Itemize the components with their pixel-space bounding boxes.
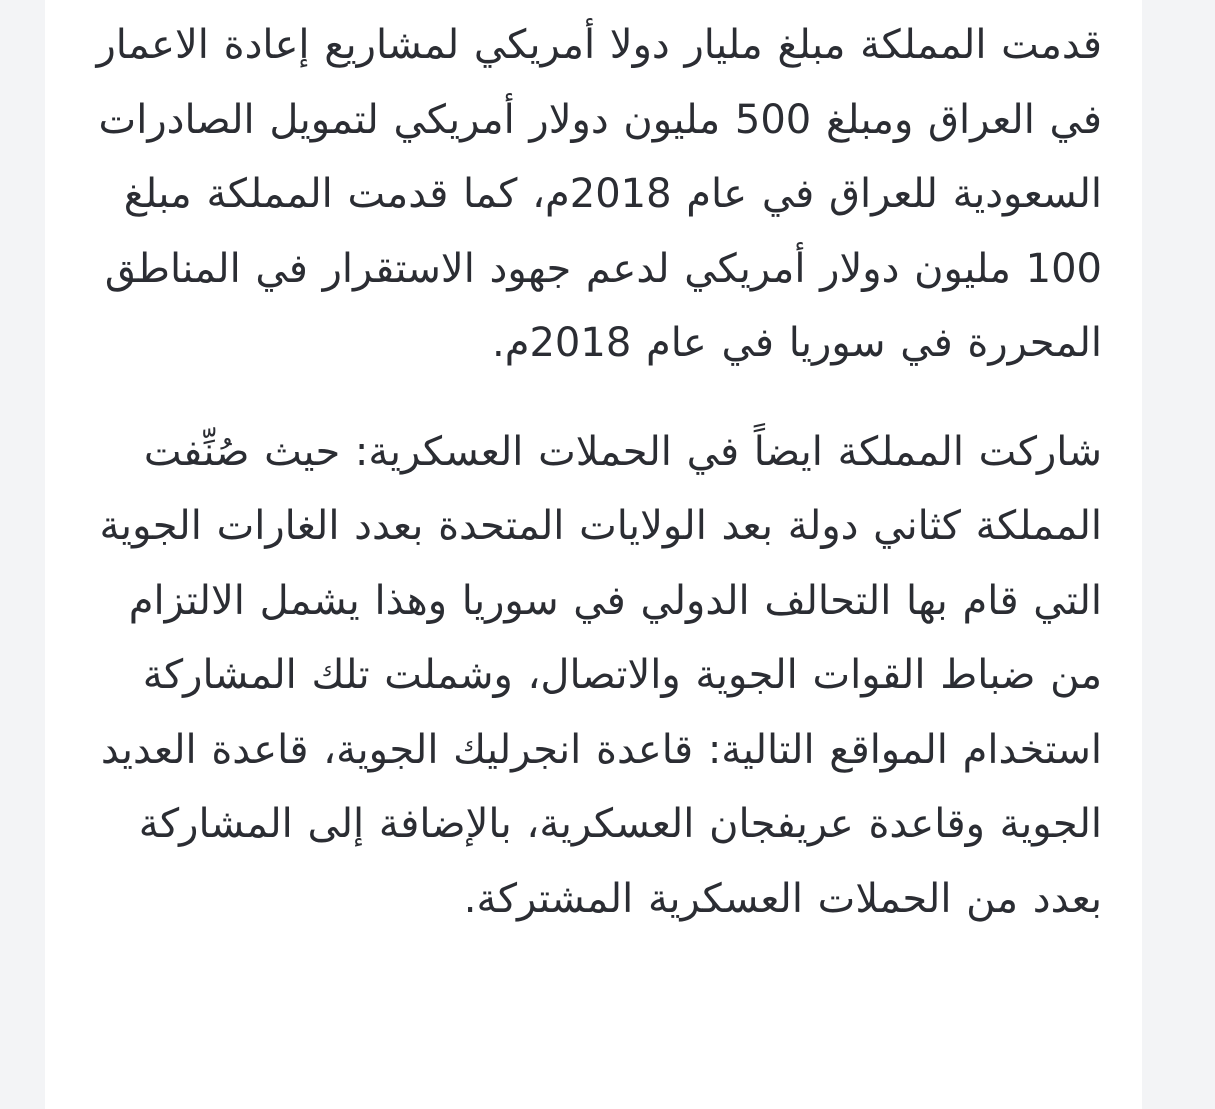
article-paragraph: قدمت المملكة مبلغ مليار دولا أمريكي لمشاريع إعادة الاعمار في العراق ومبلغ 500 مليون دولار أمريكي لتمويل الصادرات السعودية للعراق في عام 2018م، كما قدمت المملكة مبلغ 100 مليون دولار أمريكي لدعم جهود الاستقرار في المناطق المحررة في سوريا في عام 2018م. — [96, 22, 1102, 366]
article-content — [45, 0, 1142, 1109]
article-paragraph: شاركت المملكة ايضاً في الحملات العسكرية: حيث صُنِّفت المملكة كثاني دولة بعد الولايات المتحدة بعدد الغارات الجوية التي قام بها التحالف الدولي في سوريا وهذا يشمل الالتزام من ضباط القوات الجوية والاتصال، وشملت تلك المشاركة استخدام المواقع التالية: قاعدة انجرليك الجوية، قاعدة العديد الجوية وقاعدة عريفجان العسكرية، بالإضافة إلى المشاركة بعدد من الحملات العسكرية المشتركة. — [99, 428, 1102, 922]
